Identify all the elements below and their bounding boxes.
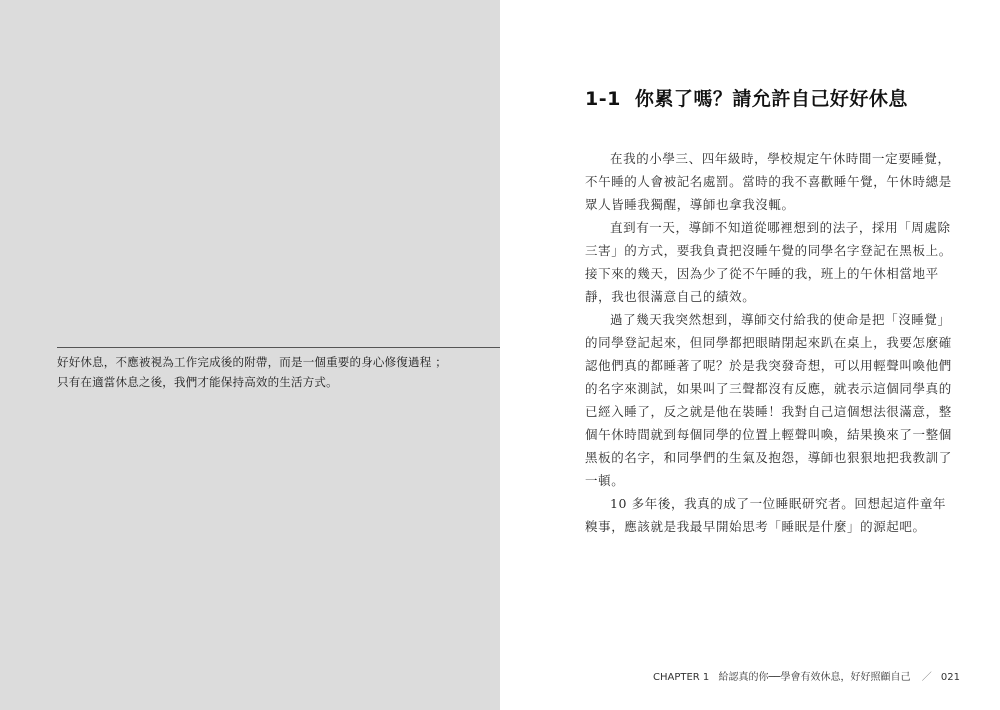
paragraph-line: 靜，我也很滿意自己的績效。: [585, 289, 756, 304]
paragraph-line: 認他們真的都睡著了呢？於是我突發奇想，可以用輕聲叫喚他們: [585, 358, 952, 373]
paragraph-line: 直到有一天，導師不知道從哪裡想到的法子，採用「周處除: [610, 220, 951, 235]
paragraph-line: 黑板的名字，和同學們的生氣及抱怨，導師也狠狠地把我教訓了: [585, 450, 952, 465]
paragraph-line: 不午睡的人會被記名處罰。當時的我不喜歡睡午覺，午休時總是: [585, 174, 952, 189]
running-footer: [647, 668, 960, 683]
paragraph-line: 已經入睡了，反之就是他在裝睡！我對自己這個想法很滿意，整: [585, 404, 952, 419]
body-text: [585, 147, 957, 538]
paragraph-line: 一頓。: [585, 473, 625, 488]
quote-divider: [57, 347, 500, 348]
paragraph-line: 個午休時間就到每個同學的位置上輕聲叫喚，結果換來了一整個: [585, 427, 952, 442]
paragraph-line: 接下來的幾天，因為少了從不午睡的我，班上的午休相當地平: [585, 266, 939, 281]
right-page: [500, 0, 1000, 710]
quote-line: 只有在適當休息之後，我們才能保持高效的生活方式。: [57, 375, 338, 389]
section-number: 1-1: [585, 88, 621, 110]
footer-separator: ／: [921, 672, 932, 683]
paragraph-line: 的同學登記起來，但同學都把眼睛閉起來趴在桌上，我要怎麼確: [585, 335, 952, 350]
paragraph-line: 在我的小學三、四年級時，學校規定午休時間一定要睡覺，: [610, 151, 951, 166]
section-heading: [585, 84, 908, 111]
chapter-label: CHAPTER 1: [653, 672, 710, 683]
paragraph-line: 10 多年後，我真的成了一位睡眠研究者。回想起這件童年: [610, 496, 947, 511]
paragraph-line: 眾人皆睡我獨醒，導師也拿我沒輒。: [585, 197, 795, 212]
chapter-title: 給認真的你──學會有效休息，好好照顧自己: [718, 672, 911, 683]
paragraph-line: 三害」的方式，要我負責把沒睡午覺的同學名字登記在黑板上。: [585, 243, 952, 258]
page-number: 021: [940, 672, 960, 683]
pull-quote: [57, 352, 487, 392]
paragraph-line: 的名字來測試，如果叫了三聲都沒有反應，就表示這個同學真的: [585, 381, 952, 396]
section-title: 你累了嗎？請允許自己好好休息: [634, 88, 908, 110]
paragraph-line: 過了幾天我突然想到，導師交付給我的使命是把「沒睡覺」: [610, 312, 951, 327]
quote-line: 好好休息，不應被視為工作完成後的附帶，而是一個重要的身心修復過程 ；: [57, 355, 447, 369]
paragraph-line: 糗事，應該就是我最早開始思考「睡眠是什麼」的源起吧。: [585, 519, 926, 534]
